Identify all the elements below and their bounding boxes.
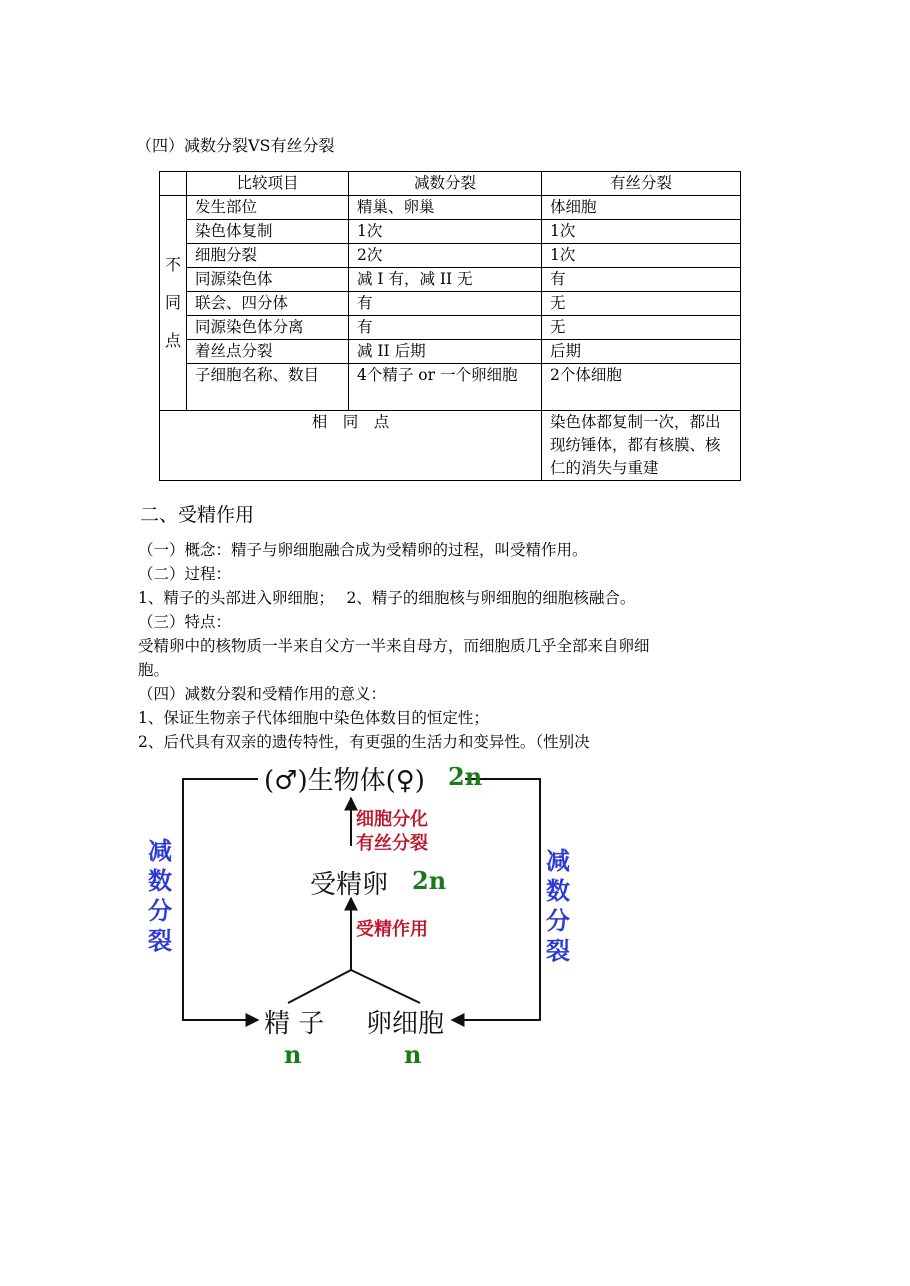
paragraph: 2、后代具有双亲的遗传特性，有更强的生活力和变异性。（性别决 xyxy=(138,733,590,751)
meiosis-right-label xyxy=(543,846,573,966)
row-mitosis: 无 xyxy=(542,316,741,340)
meiosis-right-char: 裂 xyxy=(546,936,570,965)
right-meiosis-path xyxy=(452,779,540,1020)
row-meiosis: 2次 xyxy=(349,244,542,268)
header-mitosis: 有丝分裂 xyxy=(542,172,741,196)
table-row-same xyxy=(160,411,741,481)
row-mitosis: 后期 xyxy=(542,340,741,364)
zygote-ploidy: 2n xyxy=(412,866,447,895)
paragraph: 胞。 xyxy=(138,661,170,679)
row-mitosis: 2个体细胞 xyxy=(542,364,741,411)
row-mitosis: 有 xyxy=(542,268,741,292)
difference-label-char: 不 xyxy=(164,255,181,274)
meiosis-right-char: 减 xyxy=(546,846,570,875)
difference-label-char: 点 xyxy=(164,331,181,350)
fork-right xyxy=(351,970,420,1003)
row-meiosis: 减 II 后期 xyxy=(349,340,542,364)
table-row xyxy=(160,340,741,364)
table-row xyxy=(160,316,741,340)
row-meiosis: 精巢、卵巢 xyxy=(349,196,542,220)
header-item: 比较项目 xyxy=(187,172,349,196)
table-row xyxy=(160,196,741,220)
row-item: 同源染色体 xyxy=(187,268,349,292)
table-row xyxy=(160,268,741,292)
row-meiosis: 4个精子 or 一个卵细胞 xyxy=(349,364,542,411)
paragraph: 1、保证生物亲子代体细胞中染色体数目的恒定性； xyxy=(138,709,489,727)
header-meiosis: 减数分裂 xyxy=(349,172,542,196)
meiosis-right-char: 分 xyxy=(546,906,570,935)
row-item: 联会、四分体 xyxy=(187,292,349,316)
paragraph: （二）过程： xyxy=(138,565,232,583)
table-row xyxy=(160,220,741,244)
row-meiosis: 有 xyxy=(349,316,542,340)
sperm-ploidy: n xyxy=(284,1040,302,1069)
row-meiosis: 有 xyxy=(349,292,542,316)
same-value: 染色体都复制一次，都出现纺锤体，都有核膜、核仁的消失与重建 xyxy=(542,411,741,481)
zygote-label: 受精卵 xyxy=(310,870,389,900)
table-row xyxy=(160,364,741,411)
row-item: 细胞分裂 xyxy=(187,244,349,268)
header-blank-cell xyxy=(160,172,187,196)
differentiation-label-line: 细胞分化 xyxy=(356,809,428,830)
row-item: 同源染色体分离 xyxy=(187,316,349,340)
paragraph: 受精卵中的核物质一半来自父方一半来自母方，而细胞质几乎全部来自卵细 xyxy=(138,637,650,655)
row-mitosis: 1次 xyxy=(542,244,741,268)
section-title-meiosis-vs-mitosis: （四）减数分裂VS有丝分裂 xyxy=(136,136,335,155)
section-title-fertilization: 二、受精作用 xyxy=(140,504,255,526)
same-label: 相 同 点 xyxy=(160,411,542,481)
row-item: 着丝点分裂 xyxy=(187,340,349,364)
meiosis-left-label xyxy=(145,836,175,956)
table-row xyxy=(160,244,741,268)
row-mitosis: 1次 xyxy=(542,220,741,244)
comparison-table xyxy=(159,171,741,481)
table-header-row xyxy=(160,172,741,196)
paragraph: （四）减数分裂和受精作用的意义： xyxy=(138,685,387,703)
life-cycle-diagram xyxy=(140,758,600,1073)
sperm-label: 精 子 xyxy=(264,1009,325,1039)
row-meiosis: 减 I 有，减 II 无 xyxy=(349,268,542,292)
fork-left xyxy=(288,970,351,1003)
paragraph: （三）特点： xyxy=(138,613,232,631)
differentiation-label xyxy=(356,808,428,856)
row-meiosis: 1次 xyxy=(349,220,542,244)
meiosis-left-char: 数 xyxy=(148,866,172,895)
row-mitosis: 无 xyxy=(542,292,741,316)
row-item: 子细胞名称、数目 xyxy=(187,364,349,411)
row-mitosis: 体细胞 xyxy=(542,196,741,220)
meiosis-right-char: 数 xyxy=(546,876,570,905)
organism-label: (♂)生物体(♀) xyxy=(264,766,425,796)
fertilization-label: 受精作用 xyxy=(356,919,428,940)
differentiation-label-line: 有丝分裂 xyxy=(356,833,428,854)
organism-ploidy: 2n xyxy=(448,762,483,791)
row-item: 发生部位 xyxy=(187,196,349,220)
meiosis-left-char: 减 xyxy=(148,836,172,865)
table-row xyxy=(160,292,741,316)
paragraph: 1、精子的头部进入卵细胞； 2、精子的细胞核与卵细胞的细胞核融合。 xyxy=(138,589,636,607)
meiosis-left-char: 分 xyxy=(148,896,172,925)
meiosis-left-char: 裂 xyxy=(148,926,172,955)
paragraph: （一）概念：精子与卵细胞融合成为受精卵的过程，叫受精作用。 xyxy=(138,541,588,559)
row-item: 染色体复制 xyxy=(187,220,349,244)
difference-label-char: 同 xyxy=(164,293,181,312)
left-meiosis-path xyxy=(183,779,258,1020)
egg-label: 卵细胞 xyxy=(366,1009,445,1039)
egg-ploidy: n xyxy=(404,1040,422,1069)
difference-label xyxy=(160,196,187,411)
